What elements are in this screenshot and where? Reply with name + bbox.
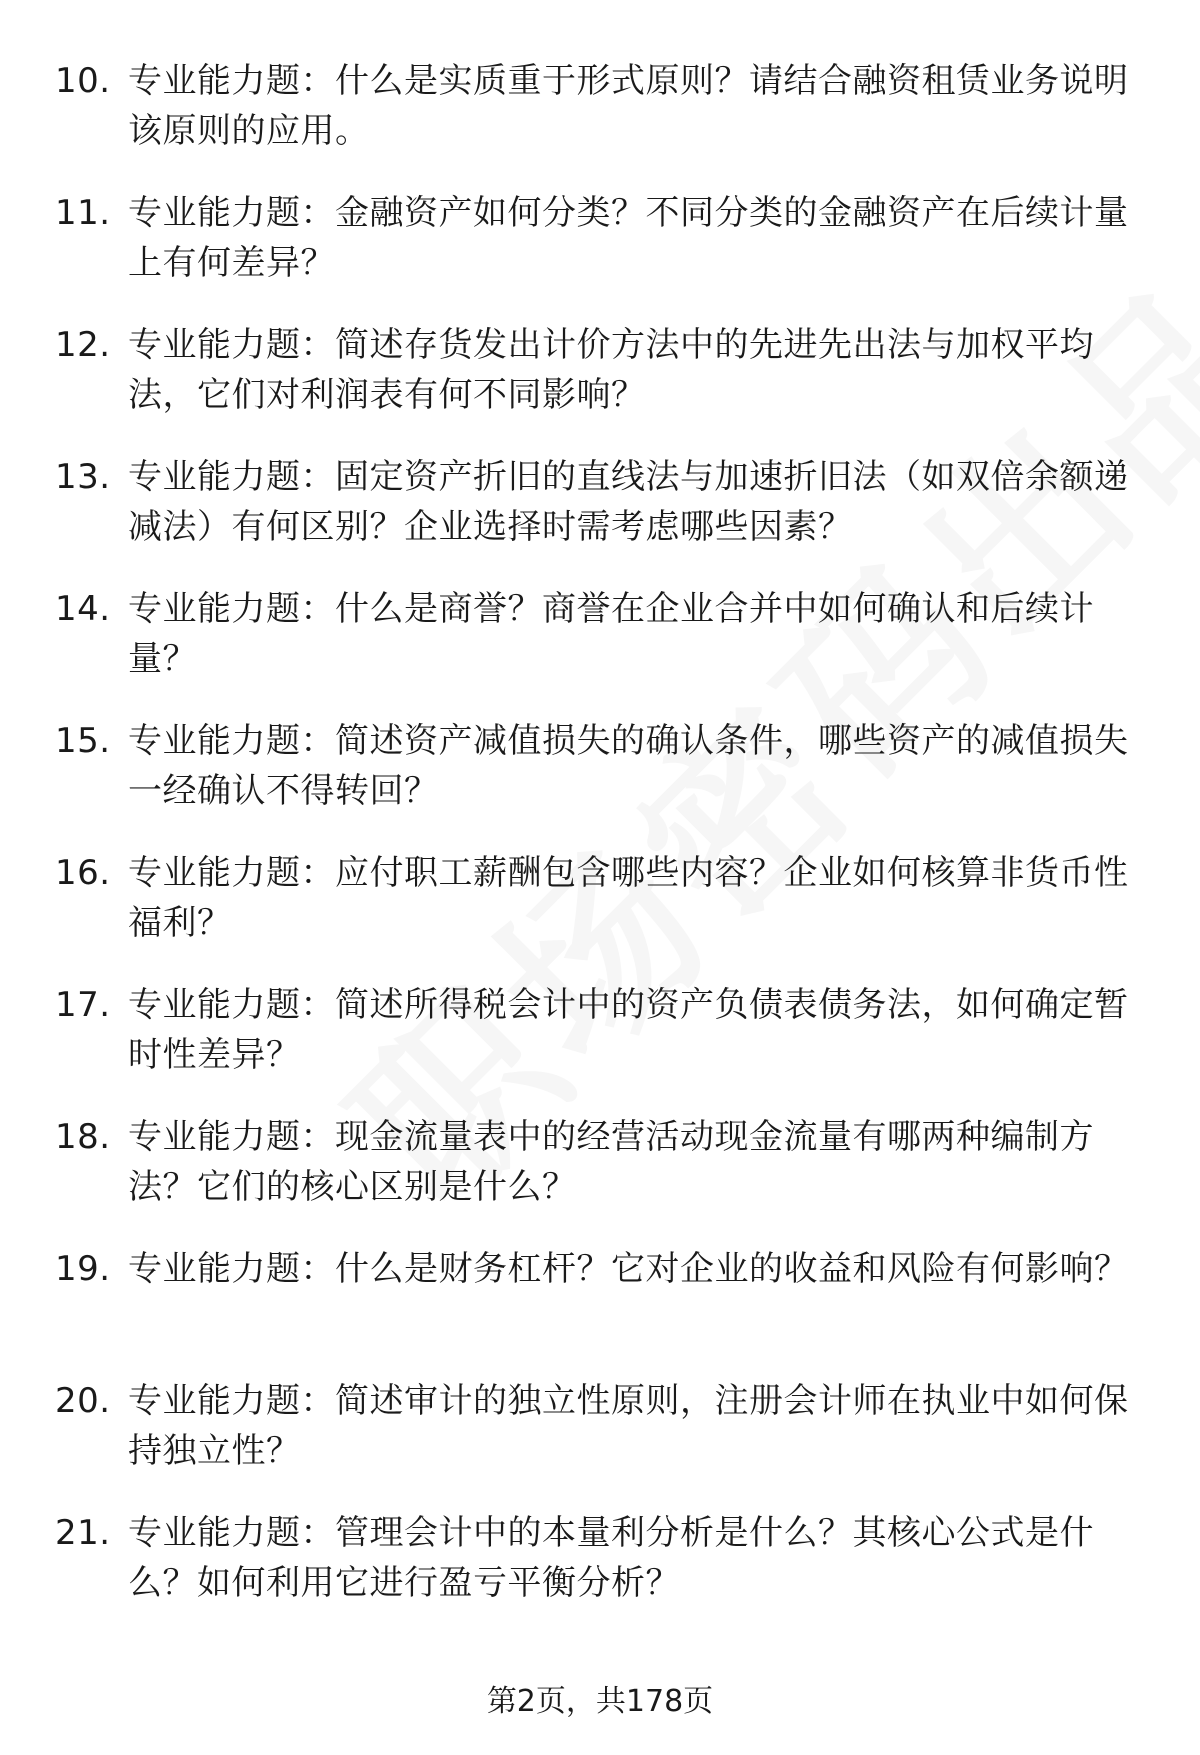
question-text: 专业能力题：固定资产折旧的直线法与加速折旧法（如双倍余额递减法）有何区别？企业选择时需考虑哪些因素？ (128, 457, 1129, 547)
question-number: 10. (55, 61, 111, 101)
list-item (55, 980, 1145, 1112)
list-item (55, 584, 1145, 716)
list-item (55, 1244, 1145, 1376)
question-text: 专业能力题：应付职工薪酬包含哪些内容？企业如何核算非货币性福利？ (128, 853, 1129, 943)
list-item (55, 188, 1145, 320)
question-text: 专业能力题：什么是财务杠杆？它对企业的收益和风险有何影响？ (128, 1249, 1129, 1289)
question-text: 专业能力题：金融资产如何分类？不同分类的金融资产在后续计量上有何差异？ (128, 193, 1129, 283)
question-text: 专业能力题：现金流量表中的经营活动现金流量有哪两种编制方法？它们的核心区别是什么？ (128, 1117, 1094, 1207)
list-item (55, 452, 1145, 584)
list-item (55, 716, 1145, 848)
question-number: 16. (55, 853, 111, 893)
question-number: 21. (55, 1513, 111, 1553)
question-text: 专业能力题：什么是商誉？商誉在企业合并中如何确认和后续计量？ (128, 589, 1094, 679)
question-text: 专业能力题：什么是实质重于形式原则？请结合融资租赁业务说明该原则的应用。 (128, 61, 1129, 151)
question-number: 13. (55, 457, 111, 497)
question-number: 11. (55, 193, 111, 233)
question-number: 18. (55, 1117, 111, 1157)
question-number: 12. (55, 325, 111, 365)
question-text: 专业能力题：简述存货发出计价方法中的先进先出法与加权平均法，它们对利润表有何不同影响？ (128, 325, 1094, 415)
list-item (55, 1376, 1145, 1508)
page-footer: 第2页，共178页 (486, 1684, 714, 1719)
list-item (55, 1508, 1145, 1640)
question-number: 20. (55, 1381, 111, 1421)
question-number: 14. (55, 589, 111, 629)
list-item (55, 1112, 1145, 1244)
question-text: 专业能力题：简述所得税会计中的资产负债表债务法，如何确定暂时性差异？ (128, 985, 1129, 1075)
question-list (55, 56, 1145, 1640)
question-text: 专业能力题：管理会计中的本量利分析是什么？其核心公式是什么？如何利用它进行盈亏平衡分析？ (128, 1513, 1094, 1603)
question-text: 专业能力题：简述审计的独立性原则，注册会计师在执业中如何保持独立性？ (128, 1381, 1129, 1471)
list-item (55, 848, 1145, 980)
question-number: 19. (55, 1249, 111, 1289)
question-text: 专业能力题：简述资产减值损失的确认条件，哪些资产的减值损失一经确认不得转回？ (128, 721, 1129, 811)
list-item (55, 320, 1145, 452)
question-number: 17. (55, 985, 111, 1025)
list-item (55, 56, 1145, 188)
question-number: 15. (55, 721, 111, 761)
